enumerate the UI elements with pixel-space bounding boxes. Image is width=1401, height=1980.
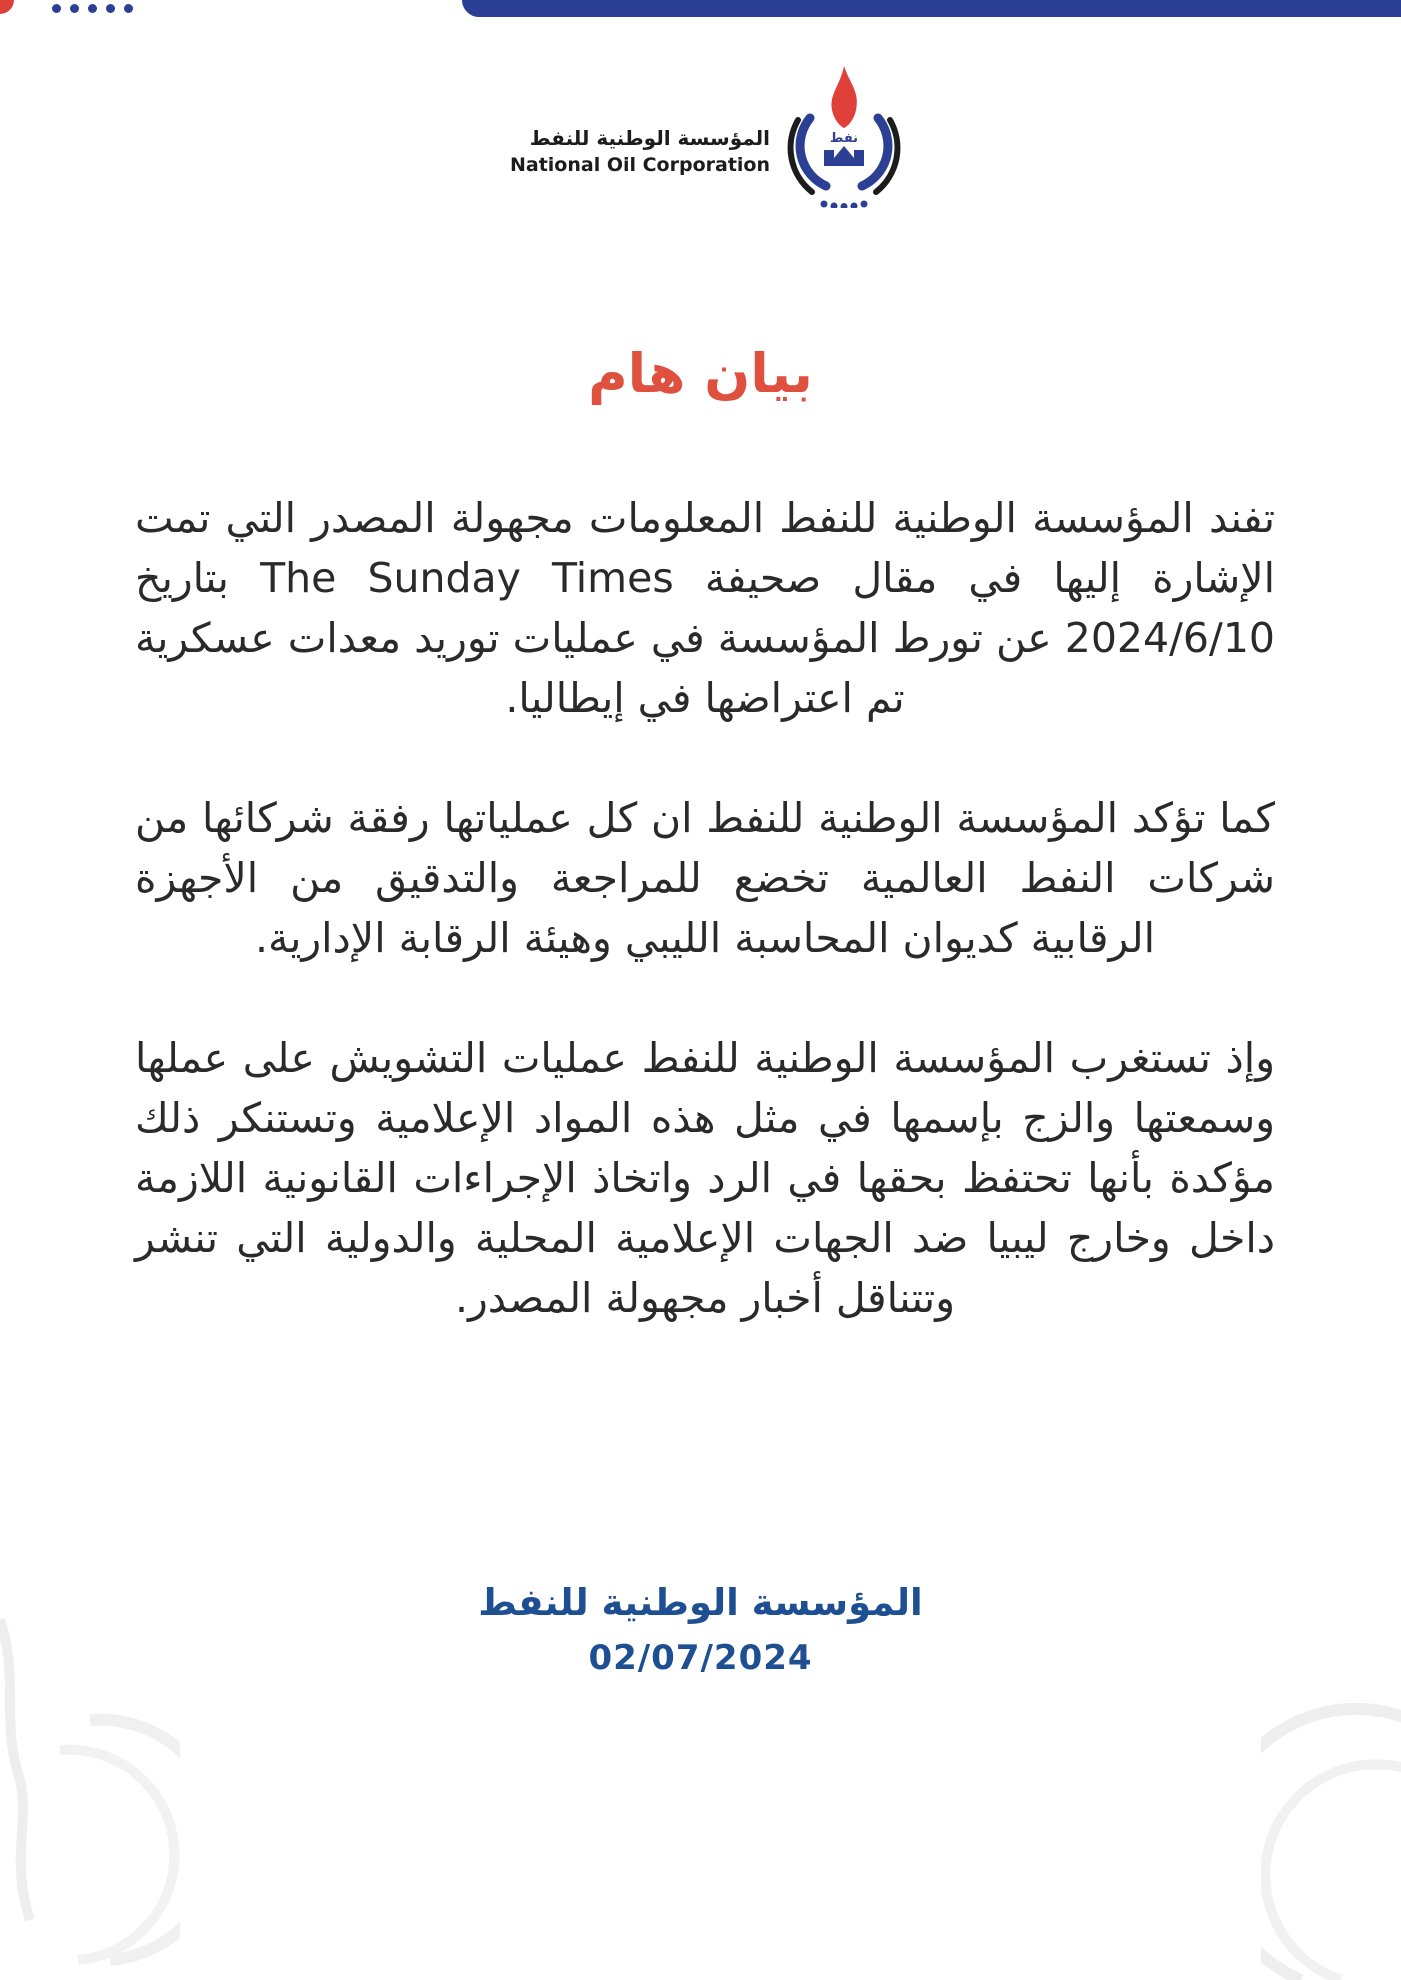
- statement-paragraph: كما تؤكد المؤسسة الوطنية للنفط ان كل عملياتها رفقة شركائها من شركات النفط العالمية تخضع للمراجعة والتدقيق من الأجهزة الرقابية كديوان المحاسبة الليبي وهيئة الرقابة الإدارية.: [135, 794, 1275, 962]
- logo-english-name: National Oil Corporation: [509, 154, 770, 176]
- signature-date: 02/07/2024: [588, 1638, 813, 1678]
- signature-block: [0, 1578, 1401, 1688]
- logo-wordmark: [510, 124, 770, 178]
- statement-body: [135, 488, 1275, 1388]
- statement-paragraph: تفند المؤسسة الوطنية للنفط المعلومات مجهولة المصدر التي تمت الإشارة إليها في مقال صحيفة The Sunday Times بتاريخ 2024/6/10 عن تورط المؤسسة في عمليات توريد معدات عسكرية تم اعتراضها في إيطاليا.: [135, 494, 1276, 722]
- statement-paragraph: وإذ تستغرب المؤسسة الوطنية للنفط عمليات التشويش على عملها وسمعتها والزج بإسمها في مثل هذه المواد الإعلامية وتستنكر ذلك مؤكدة بأنها تحتفظ بحقها في الرد واتخاذ الإجراءات القانونية اللازمة داخل وخارج ليبيا ضد الجهات الإعلامية المحلية والدولية التي تنشر وتتناقل أخبار مجهولة المصدر.: [135, 1034, 1275, 1322]
- top-banner-bar: [462, 0, 1401, 17]
- logo-arabic-name: المؤسسة الوطنية للنفط: [529, 126, 770, 150]
- watermark-left-icon: [0, 1560, 180, 1980]
- dots-decoration: [52, 4, 133, 13]
- statement-title: بيان هام: [588, 342, 813, 405]
- logo-mark-label: نفط: [829, 131, 859, 146]
- noc-logo: [490, 58, 910, 208]
- flame-emblem-icon: [780, 58, 910, 208]
- signature-name: المؤسسة الوطنية للنفط: [478, 1581, 923, 1624]
- watermark-right-icon: [1261, 1700, 1401, 1980]
- corner-decoration: [0, 0, 14, 14]
